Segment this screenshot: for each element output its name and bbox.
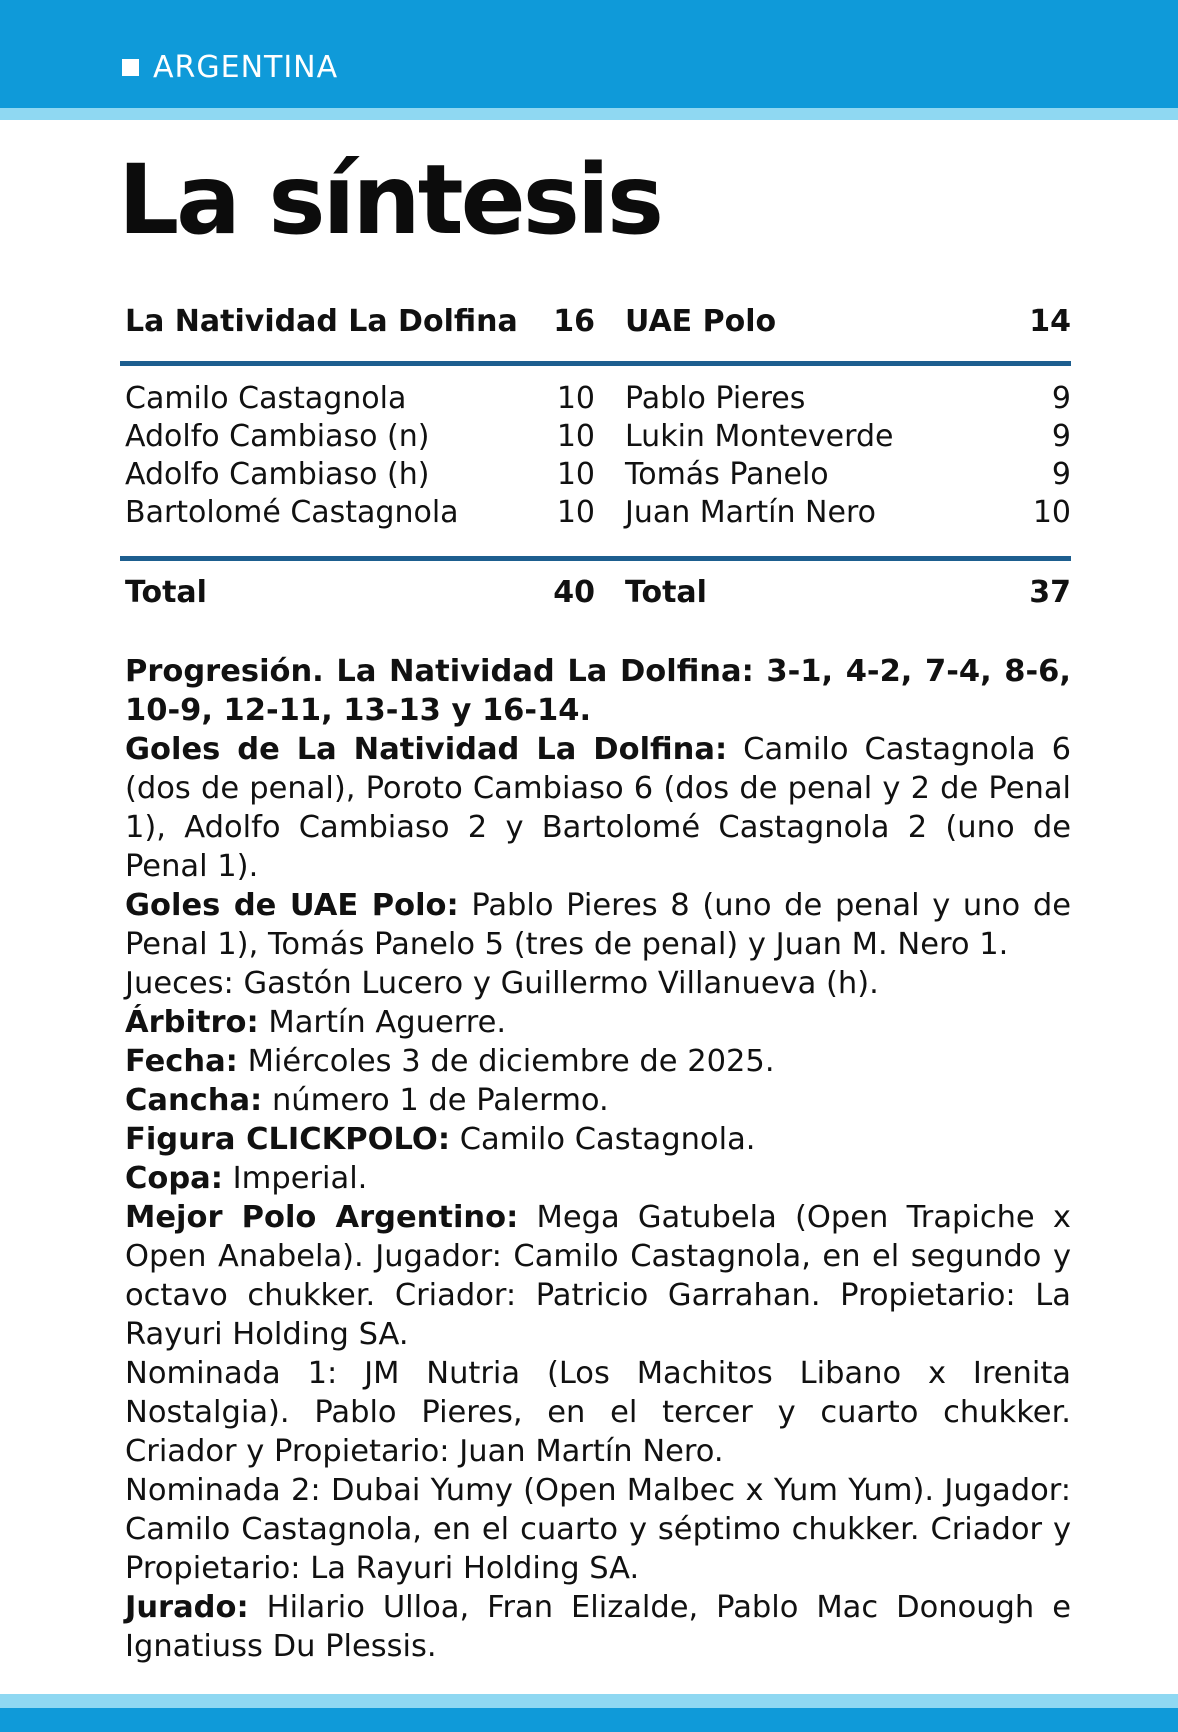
away-team-name: UAE Polo	[625, 304, 777, 339]
goles-home-paragraph	[125, 730, 1071, 886]
section-name: ARGENTINA	[153, 50, 339, 85]
home-team-name: La Natividad La Dolfina	[125, 304, 518, 339]
arbitro-text: Martín Aguerre.	[268, 1005, 507, 1040]
jueces-text: Jueces: Gastón Lucero y Guillermo Villanueva (h).	[125, 966, 879, 1001]
goles-away-paragraph	[125, 886, 1071, 964]
home-player-handicap: 10	[556, 419, 595, 454]
away-total-label: Total	[625, 575, 707, 610]
nominada2-text: Dubai Yumy (Open Malbec x Yum Yum). Jugador: Camilo Castagnola, en el cuarto y séptimo chukker. Criador y Propietario: La Rayuri Holding SA.	[125, 1473, 1072, 1586]
player-row	[125, 494, 1071, 532]
jurado-label: Jurado:	[125, 1590, 249, 1625]
home-player-name: Camilo Castagnola	[125, 381, 407, 416]
fecha-text: Miércoles 3 de diciembre de 2025.	[247, 1044, 775, 1079]
away-player-handicap: 9	[1051, 419, 1071, 454]
totals-row	[125, 574, 1071, 612]
footer-bar	[0, 1708, 1178, 1732]
mejor-polo-label: Mejor Polo Argentino:	[125, 1200, 519, 1235]
footer-stripe	[0, 1694, 1178, 1708]
page-title: La síntesis	[118, 144, 661, 256]
header-stripe	[0, 108, 1178, 120]
copa-text: Imperial.	[232, 1161, 368, 1196]
goles-away-label: Goles de UAE Polo:	[125, 888, 459, 923]
away-player-name: Tomás Panelo	[625, 457, 829, 492]
nominada2-label: Nominada 2:	[125, 1473, 321, 1508]
goles-home-text: Camilo Castagnola 6 (dos de penal), Poroto Cambiaso 6 (dos de penal y 2 de Penal 1), Adolfo Cambiaso 2 y Bartolomé Castagnola 2 (uno de Penal 1).	[125, 732, 1071, 884]
figura-paragraph	[125, 1120, 1071, 1159]
figura-text: Camilo Castagnola.	[459, 1122, 756, 1157]
home-player-handicap: 10	[556, 381, 595, 416]
nominada1-paragraph	[125, 1354, 1071, 1471]
away-player-handicap: 10	[1032, 495, 1071, 530]
home-player-handicap: 10	[556, 457, 595, 492]
nominada2-paragraph	[125, 1471, 1071, 1588]
goles-home-label: Goles de La Natividad La Dolfina:	[125, 732, 728, 767]
away-player-name: Pablo Pieres	[625, 381, 806, 416]
copa-label: Copa:	[125, 1161, 223, 1196]
player-row	[125, 380, 1071, 418]
progresion-paragraph	[125, 652, 1071, 730]
home-player-handicap: 10	[556, 495, 595, 530]
score-header-row	[125, 303, 1071, 341]
player-row	[125, 418, 1071, 456]
match-details	[125, 652, 1071, 1666]
progresion-label: Progresión.	[125, 654, 324, 689]
players-list	[125, 380, 1071, 532]
section-label	[122, 50, 338, 85]
away-player-name: Juan Martín Nero	[625, 495, 876, 530]
mejor-polo-text: Mega Gatubela (Open Trapiche x Open Anabela). Jugador: Camilo Castagnola, en el segundo y octavo chukker. Criador: Patricio Garrahan. Propietario: La Rayuri Holding SA.	[125, 1200, 1071, 1352]
home-total-value: 40	[553, 575, 595, 610]
arbitro-paragraph	[125, 1003, 1071, 1042]
nominada1-label: Nominada 1:	[125, 1356, 338, 1391]
away-team-score: 14	[1029, 304, 1071, 339]
jurado-paragraph	[125, 1588, 1071, 1666]
home-player-name: Adolfo Cambiaso (n)	[125, 419, 430, 454]
home-team-score: 16	[553, 304, 595, 339]
away-player-handicap: 9	[1051, 457, 1071, 492]
fecha-paragraph	[125, 1042, 1071, 1081]
divider	[120, 556, 1071, 561]
home-player-name: Adolfo Cambiaso (h)	[125, 457, 430, 492]
square-bullet-icon	[122, 59, 139, 76]
fecha-label: Fecha:	[125, 1044, 238, 1079]
home-player-name: Bartolomé Castagnola	[125, 495, 459, 530]
jueces-paragraph	[125, 964, 1071, 1003]
player-row	[125, 456, 1071, 494]
jurado-text: Hilario Ulloa, Fran Elizalde, Pablo Mac Donough e Ignatiuss Du Plessis.	[125, 1590, 1071, 1664]
arbitro-label: Árbitro:	[125, 1005, 259, 1040]
away-player-handicap: 9	[1051, 381, 1071, 416]
home-total-label: Total	[125, 575, 207, 610]
cancha-paragraph	[125, 1081, 1071, 1120]
figura-label: Figura CLICKPOLO:	[125, 1122, 451, 1157]
away-player-name: Lukin Monteverde	[625, 419, 894, 454]
copa-paragraph	[125, 1159, 1071, 1198]
cancha-text: número 1 de Palermo.	[271, 1083, 609, 1118]
progresion-text: La Natividad La Dolfina: 3-1, 4-2, 7-4, 8-6, 10-9, 12-11, 13-13 y 16-14.	[125, 654, 1071, 728]
away-total-value: 37	[1029, 575, 1071, 610]
mejor-polo-paragraph	[125, 1198, 1071, 1354]
cancha-label: Cancha:	[125, 1083, 263, 1118]
nominada1-text: JM Nutria (Los Machitos Libano x Irenita Nostalgia). Pablo Pieres, en el tercer y cuarto chukker. Criador y Propietario: Juan Martín Nero.	[125, 1356, 1071, 1469]
divider	[120, 361, 1071, 366]
goles-away-text: Pablo Pieres 8 (uno de penal y uno de Penal 1), Tomás Panelo 5 (tres de penal) y Juan M. Nero 1.	[125, 888, 1071, 962]
